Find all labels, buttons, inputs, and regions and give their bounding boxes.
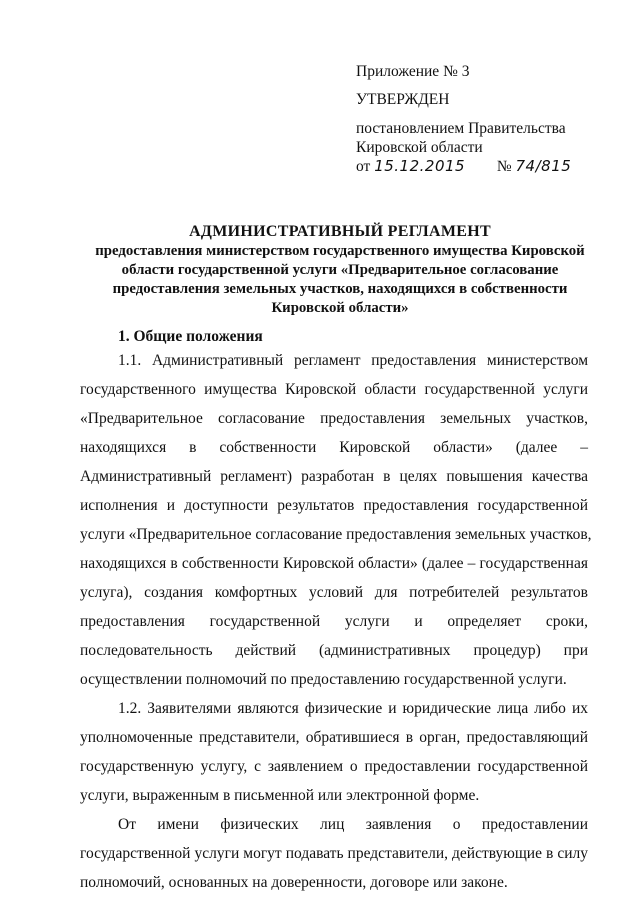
title-main: АДМИНИСТРАТИВНЫЙ РЕГЛАМЕНТ xyxy=(189,223,491,240)
text-line: От имени физических лиц заявления о предоставлении xyxy=(118,816,588,833)
text-line: услуги, выраженным в письменной или электронной форме. xyxy=(80,787,480,804)
decree-line-2: Кировской области xyxy=(356,139,483,156)
approved-label: УТВЕРЖДЕН xyxy=(356,91,450,108)
text-line: уполномоченные представители, обратившиеся в орган, предоставляющий xyxy=(80,729,588,746)
approval-stamp xyxy=(356,62,571,176)
section-heading: 1. Общие положения xyxy=(118,328,263,345)
text-line: 1.1. Административный регламент предоставления министерством xyxy=(118,352,588,369)
decree-line-1: постановлением Правительства xyxy=(356,120,566,137)
title-sub-line: предоставления земельных участков, находящихся в собственности xyxy=(112,281,568,297)
appendix-label: Приложение № 3 xyxy=(356,63,470,80)
text-line: государственного имущества Кировской области государственной услуги xyxy=(80,381,588,398)
text-line: полномочий, основанных на доверенности, договоре или законе. xyxy=(80,874,508,891)
text-line: предоставления государственной услуги и определяет сроки, xyxy=(80,613,588,630)
document-body xyxy=(80,346,592,897)
title-sub-line: области государственной услуги «Предварительное согласование xyxy=(121,262,559,278)
text-line: «Предварительное согласование предоставления земельных участков, xyxy=(80,410,588,427)
title-sub-line: предоставления министерством государственного имущества Кировской xyxy=(95,243,585,259)
text-line: осуществлении полномочий по предоставлению государственной услуги. xyxy=(80,671,567,688)
paragraph-1-1 xyxy=(80,346,592,694)
decree-date: 15.12.2015 xyxy=(374,157,466,175)
text-line: находящихся в собственности Кировской области» (далее – xyxy=(80,439,588,456)
text-line: последовательность действий (административных процедур) при xyxy=(80,642,588,659)
text-line: находящихся в собственности Кировской области» (далее – государственная xyxy=(80,555,588,572)
text-line: 1.2. Заявителями являются физические и юридические лица либо их xyxy=(118,700,588,717)
text-line: Административный регламент) разработан в целях повышения качества xyxy=(80,468,588,485)
text-line: услуги «Предварительное согласование предоставления земельных участков, xyxy=(80,526,592,543)
decree-number: 74/815 xyxy=(515,157,572,175)
document-title xyxy=(60,222,620,318)
text-line: услуга), создания комфортных условий для потребителей результатов xyxy=(80,584,588,601)
text-line: государственной услуги могут подавать представители, действующие в силу xyxy=(80,845,588,862)
paragraph-representatives xyxy=(80,810,588,897)
paragraph-1-2 xyxy=(80,694,588,810)
text-line: исполнения и доступности результатов предоставления государственной xyxy=(80,497,588,514)
text-line: государственную услугу, с заявлением о предоставлении государственной xyxy=(80,758,588,775)
title-sub-line: Кировской области» xyxy=(271,300,409,316)
date-prefix: от xyxy=(356,158,371,175)
decree-date-number xyxy=(356,157,571,176)
number-prefix: № xyxy=(496,158,512,175)
